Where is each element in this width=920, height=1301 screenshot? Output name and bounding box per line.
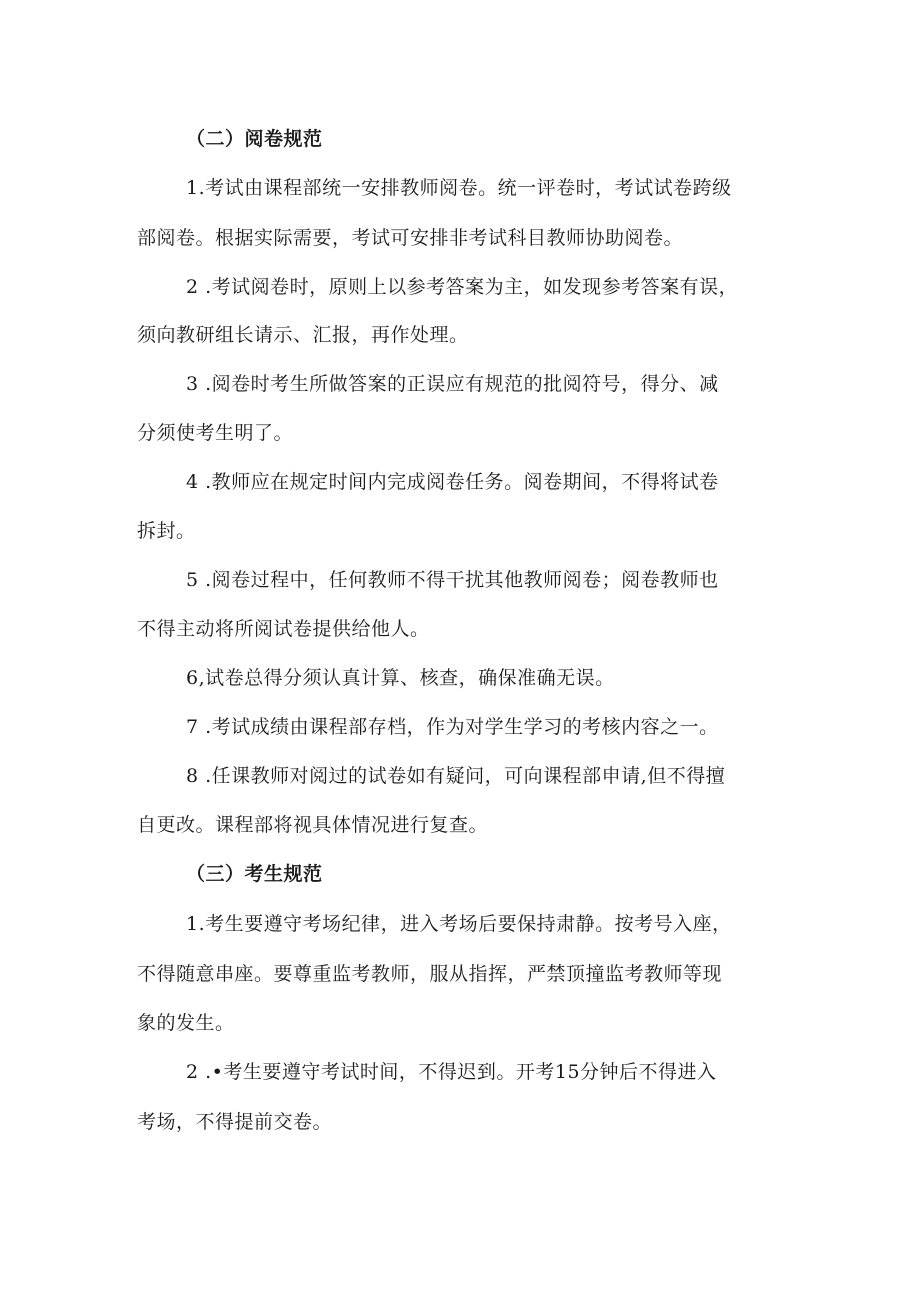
item-2-2-line-2: 须向教研组长请示、汇报，再作处理。	[137, 324, 469, 346]
item-2-5-line-2: 不得主动将所阅试卷提供给他人。	[137, 618, 430, 640]
item-2-3-line-2: 分须使考生明了。	[137, 422, 294, 444]
section-2-heading: （二）阅卷规范	[186, 128, 323, 150]
item-3-2-line-1: 2 .•考生要遵守考试时间，不得迟到。开考15分钟后不得进入	[186, 1061, 717, 1083]
item-2-3-line-1: 3 .阅卷时考生所做答案的正误应有规范的批阅符号，得分、减	[186, 373, 719, 395]
item-2-4-line-1: 4 .教师应在规定时间内完成阅卷任务。阅卷期间，不得将试卷	[186, 471, 719, 493]
item-2-8-line-1: 8 .任课教师对阅过的试卷如有疑问，可向课程部申请,但不得擅	[186, 765, 726, 787]
item-2-2-line-1: 2 .考试阅卷时，原则上以参考答案为主，如发现参考答案有误，	[186, 276, 739, 298]
item-2-4-line-2: 拆封。	[137, 520, 196, 542]
item-2-1-line-2: 部阅卷。根据实际需要，考试可安排非考试科目教师协助阅卷。	[137, 227, 684, 249]
item-3-1-line-2: 不得随意串座。要尊重监考教师，服从指挥，严禁顶撞监考教师等现	[137, 963, 723, 985]
section-3-heading: （三）考生规范	[186, 863, 323, 885]
item-3-1-line-3: 象的发生。	[137, 1012, 235, 1034]
item-3-1-line-1: 1.考生要遵守考场纪律，进入考场后要保持肃静。按考号入座，	[186, 913, 732, 935]
item-2-1-line-1: 1.考试由课程部统一安排教师阅卷。统一评卷时，考试试卷跨级	[186, 177, 732, 199]
item-3-2-line-2: 考场，不得提前交卷。	[137, 1111, 333, 1133]
item-2-8-line-2: 自更改。课程部将视具体情况进行复查。	[137, 814, 489, 836]
item-2-5-line-1: 5 .阅卷过程中，任何教师不得干扰其他教师阅卷；阅卷教师也	[186, 569, 719, 591]
item-2-6-line-1: 6,试卷总得分须认真计算、核查，确保准确无误。	[186, 667, 615, 689]
item-2-7-line-1: 7 .考试成绩由课程部存档，作为对学生学习的考核内容之一。	[186, 716, 719, 738]
